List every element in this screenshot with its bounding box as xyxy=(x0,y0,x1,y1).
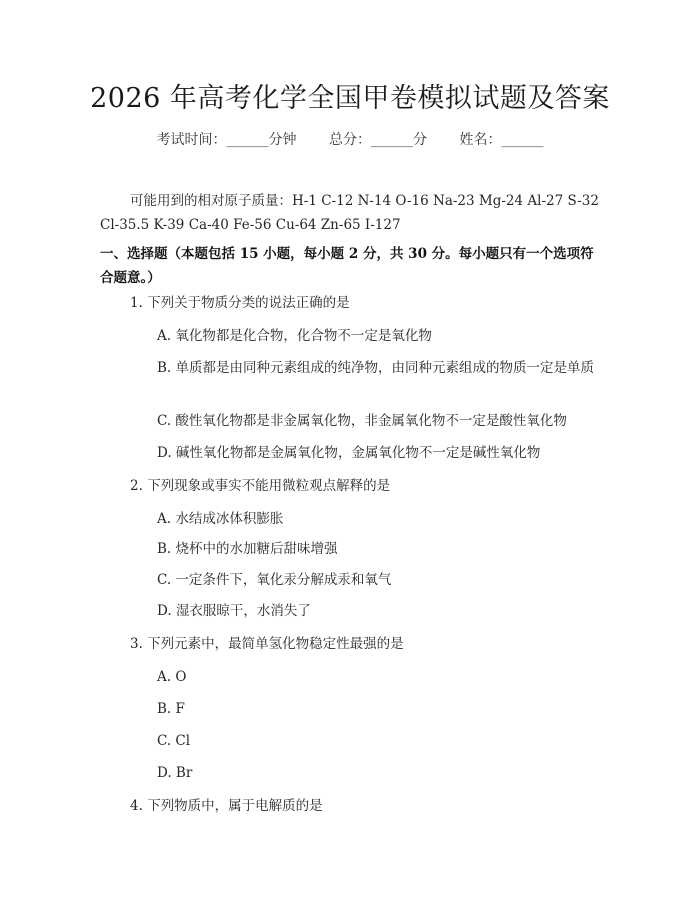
question-2-option-b: B. 烧杯中的水加糖后甜味增强 xyxy=(157,541,338,557)
question-2-option-c: C. 一定条件下，氧化汞分解成汞和氧气 xyxy=(157,572,392,588)
question-1-stem: 1. 下列关于物质分类的说法正确的是 xyxy=(130,295,350,311)
section-heading: 一、选择题（本题包括 15 小题，每小题 2 分，共 30 分。每小题只有一个选项符合题意。） xyxy=(100,246,594,286)
question-4-stem: 4. 下列物质中，属于电解质的是 xyxy=(130,798,323,814)
question-3-option-b: B. F xyxy=(157,701,185,717)
question-1-option-a: A. 氧化物都是化合物，化合物不一定是氧化物 xyxy=(157,328,432,344)
question-3-option-c: C. Cl xyxy=(157,733,191,749)
question-3-stem: 3. 下列元素中，最简单氢化物稳定性最强的是 xyxy=(130,636,404,652)
question-1-option-b: B. 单质都是由同种元素组成的纯净物，由同种元素组成的物质一定是单质 xyxy=(157,360,595,376)
page-title: 2026 年高考化学全国甲卷模拟试题及答案 xyxy=(90,83,610,114)
question-1-option-d: D. 碱性氧化物都是金属氧化物，金属氧化物不一定是碱性氧化物 xyxy=(157,445,541,461)
question-2-stem: 2. 下列现象或事实不能用微粒观点解释的是 xyxy=(130,478,391,494)
student-name-field: 姓名：______ xyxy=(459,132,544,148)
total-score-field: 总分：______分 xyxy=(329,132,427,148)
question-2-option-a: A. 水结成冰体积膨胀 xyxy=(157,511,284,527)
question-1-option-c: C. 酸性氧化物都是非金属氧化物，非金属氧化物不一定是酸性氧化物 xyxy=(157,413,567,429)
question-3-option-a: A. O xyxy=(157,669,187,685)
exam-info xyxy=(0,130,700,150)
question-3-option-d: D. Br xyxy=(157,765,193,781)
question-2-option-d: D. 湿衣服晾干，水消失了 xyxy=(157,603,311,619)
exam-time-field: 考试时间：______分钟 xyxy=(156,132,297,148)
atomic-masses-note: 可能用到的相对原子质量：H-1 C-12 N-14 O-16 Na-23 Mg-24 Al-27 S-32 Cl-35.5 K-39 Ca-40 Fe-56 Cu-64 Zn-65 I-127 xyxy=(100,193,599,233)
